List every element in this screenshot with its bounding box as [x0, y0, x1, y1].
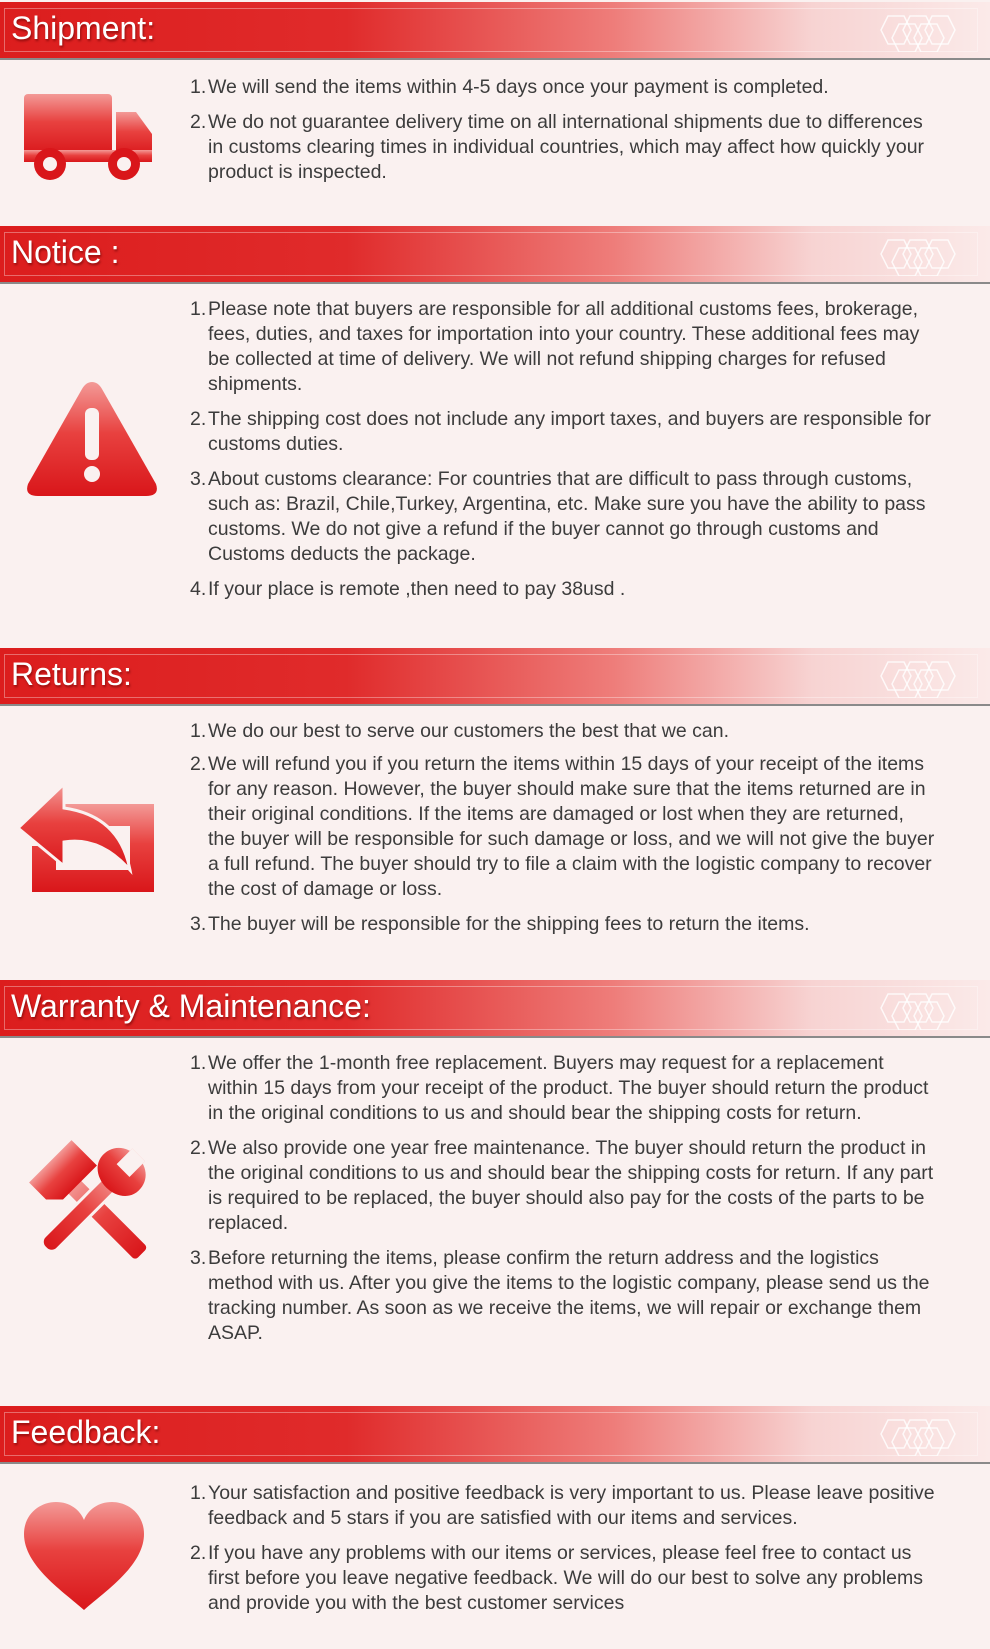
list-item: 1. We offer the 1-month free replacement. Buyers may request for a replacement within 15 days from your receipt of the product. The buyer should return the product in the original conditions to us and should bear the shipping costs for return. — [190, 1052, 929, 1124]
heart-icon — [22, 1500, 146, 1612]
tools-icon — [22, 1136, 162, 1270]
list-item: 2. We also provide one year free maintenance. The buyer should return the product in the original conditions to us and should bear the shipping costs for return. If any part is required to be replaced, the buyer should also pay for the costs of the parts to be replaced. — [190, 1137, 934, 1234]
feedback-list — [190, 1481, 935, 1626]
return-arrow-icon — [16, 782, 158, 892]
notice-list — [190, 297, 935, 612]
section-title: Shipment: — [11, 10, 156, 46]
hexagon-decoration-icon — [878, 656, 978, 698]
section-title: Returns: — [11, 656, 132, 692]
list-item: 3. About customs clearance: For countries that are difficult to pass through customs, such as: Brazil, Chile,Turkey, Argentina, etc. Make sure you have the ability to pass customs. We do not give a refund if the buyer cannot go through customs and Customs deducts the package. — [190, 468, 926, 565]
hexagon-decoration-icon — [878, 988, 978, 1030]
section-banner — [0, 2, 990, 58]
list-item: 3. The buyer will be responsible for the shipping fees to return the items. — [190, 913, 810, 935]
section-banner — [0, 226, 990, 282]
list-item: 2. If you have any problems with our items or services, please feel free to contact us first before you leave negative feedback. We will do our best to solve any problems and provide you with the best customer services — [190, 1542, 924, 1614]
section-banner — [0, 648, 990, 704]
truck-icon — [22, 92, 154, 188]
section-title: Feedback: — [11, 1414, 161, 1450]
warranty-list — [190, 1051, 935, 1356]
warning-icon — [24, 378, 160, 500]
section-title: Notice : — [11, 234, 120, 270]
section-banner — [0, 1406, 990, 1462]
list-item: 1. We will send the items within 4-5 days once your payment is completed. — [190, 76, 829, 98]
shipment-list — [190, 75, 935, 195]
returns-list — [190, 719, 935, 947]
list-item: 1. Your satisfaction and positive feedback is very important to us. Please leave positive feedback and 5 stars if you are satisfied with our items and services. — [190, 1482, 935, 1529]
hexagon-decoration-icon — [878, 1414, 978, 1456]
hexagon-decoration-icon — [878, 234, 978, 276]
list-item: 1. We do our best to serve our customers the best that we can. — [190, 720, 729, 742]
list-item: 2. The shipping cost does not include any import taxes, and buyers are responsible for customs duties. — [190, 408, 931, 455]
list-item: 2. We will refund you if you return the items within 15 days of your receipt of the items for any reason. However, the buyer should make sure that the items returned are in their original conditions. If the items are damaged or lost when they are returned, the buyer will be responsible for such damage or loss, and we will not give the buyer a full refund. The buyer should try to file a claim with the logistic company to recover the cost of damage or loss. — [190, 753, 935, 900]
section-title: Warranty & Maintenance: — [11, 988, 371, 1024]
hexagon-decoration-icon — [878, 10, 978, 52]
list-item: 4. If your place is remote ,then need to pay 38usd . — [190, 578, 626, 600]
section-banner — [0, 980, 990, 1036]
list-item: 2. We do not guarantee delivery time on all international shipments due to differences in customs clearing times in individual countries, which may affect how quickly your product is inspected. — [190, 111, 925, 183]
list-item: 3. Before returning the items, please confirm the return address and the logistics method with us. After you give the items to the logistic company, please send us the tracking number. As soon as we receive the items, we will repair or exchange them ASAP. — [190, 1247, 930, 1344]
list-item: 1. Please note that buyers are responsible for all additional customs fees, brokerage, fees, duties, and taxes for importation into your country. These additional fees may be collected at time of delivery. We will not refund shipping charges for refused shipments. — [190, 298, 920, 395]
